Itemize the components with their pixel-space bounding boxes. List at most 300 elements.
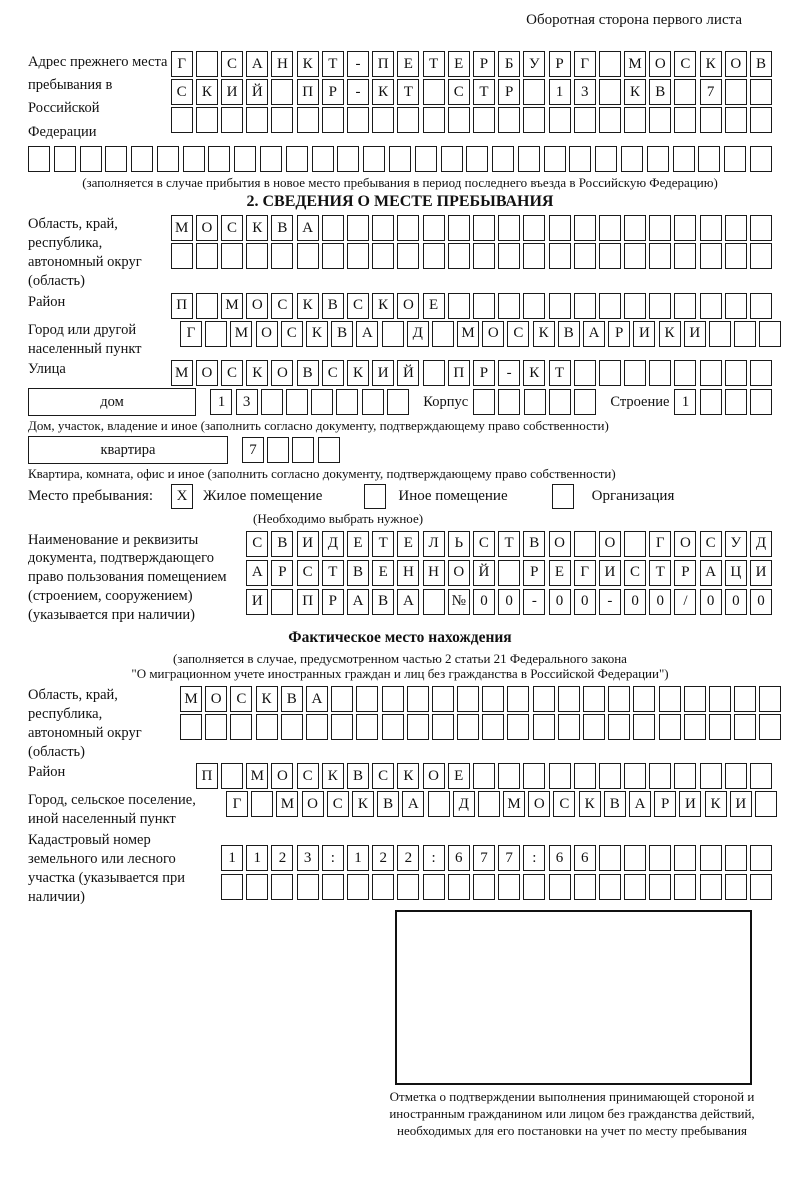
- char-cell: Г: [574, 51, 596, 77]
- char-cell: Т: [649, 560, 671, 586]
- char-cell: [498, 293, 520, 319]
- korpus-group: [423, 389, 596, 415]
- document-rows: [246, 531, 772, 625]
- char-cell: [759, 686, 781, 712]
- char-cell: О: [423, 763, 445, 789]
- char-cell: С: [448, 79, 470, 105]
- char-cell: [382, 686, 404, 712]
- char-cell: С: [553, 791, 575, 817]
- char-row: [171, 215, 772, 241]
- char-cell: [544, 146, 566, 172]
- char-cell: П: [448, 360, 470, 386]
- char-cell: [389, 146, 411, 172]
- char-cell: :: [322, 845, 344, 871]
- char-cell: [549, 874, 571, 900]
- char-cell: 0: [750, 589, 772, 615]
- char-cell: Е: [448, 51, 470, 77]
- char-cell: О: [549, 531, 571, 557]
- char-cell: [205, 321, 227, 347]
- char-cell: [700, 845, 722, 871]
- char-cell: [674, 293, 696, 319]
- char-cell: С: [322, 360, 344, 386]
- char-cell: [624, 107, 646, 133]
- char-cell: Д: [407, 321, 429, 347]
- char-cell: [498, 874, 520, 900]
- char-cell: [523, 107, 545, 133]
- option-residential-label: Жилое помещение: [203, 487, 323, 504]
- char-cell: [725, 293, 747, 319]
- char-cell: [397, 243, 419, 269]
- char-cell: [457, 714, 479, 740]
- section2-title: 2. СВЕДЕНИЯ О МЕСТЕ ПРЕБЫВАНИЯ: [246, 193, 554, 211]
- char-cell: П: [297, 589, 319, 615]
- char-cell: Г: [226, 791, 248, 817]
- char-cell: В: [281, 686, 303, 712]
- char-cell: 6: [574, 845, 596, 871]
- char-cell: /: [674, 589, 696, 615]
- char-cell: [583, 686, 605, 712]
- char-cell: О: [256, 321, 278, 347]
- char-cell: [448, 874, 470, 900]
- stroenie-group: [610, 389, 772, 415]
- char-cell: [183, 146, 205, 172]
- char-cell: [725, 874, 747, 900]
- char-cell: К: [347, 360, 369, 386]
- actual-city-label: Город, сельское поселение, иной населенный пункт: [28, 792, 196, 828]
- char-cell: К: [246, 360, 268, 386]
- char-row: [171, 243, 772, 269]
- char-row: [674, 389, 772, 415]
- char-row: [242, 437, 340, 463]
- char-cell: [533, 714, 555, 740]
- char-cell: [558, 686, 580, 712]
- char-cell: В: [604, 791, 626, 817]
- option-other-premises-label: Иное помещение: [398, 487, 508, 504]
- char-cell: С: [624, 560, 646, 586]
- char-cell: [709, 714, 731, 740]
- street-label: Улица: [28, 361, 66, 378]
- char-cell: [674, 79, 696, 105]
- stamp-caption: Отметка о подтверждении выполнения принимающей стороной и иностранным гражданином или лицом без гражданства действий, необходимых для его постановки на учет по месту пребывания: [389, 1089, 755, 1139]
- char-cell: [297, 243, 319, 269]
- char-cell: И: [599, 560, 621, 586]
- char-cell: [356, 714, 378, 740]
- char-cell: К: [533, 321, 555, 347]
- char-cell: 7: [700, 79, 722, 105]
- char-cell: [608, 686, 630, 712]
- char-row: [171, 107, 772, 133]
- char-cell: [524, 389, 546, 415]
- char-cell: [372, 874, 394, 900]
- char-cell: 2: [271, 845, 293, 871]
- char-cell: С: [297, 560, 319, 586]
- char-row: [221, 874, 772, 900]
- char-cell: Р: [608, 321, 630, 347]
- char-row: [196, 763, 772, 789]
- char-cell: [28, 146, 50, 172]
- korpus-label: Корпус: [423, 393, 469, 410]
- char-cell: С: [347, 293, 369, 319]
- char-row: [28, 146, 772, 172]
- char-cell: К: [322, 763, 344, 789]
- char-cell: [750, 293, 772, 319]
- char-cell: [725, 243, 747, 269]
- char-cell: [297, 874, 319, 900]
- char-cell: [750, 874, 772, 900]
- char-cell: П: [372, 51, 394, 77]
- char-cell: [649, 874, 671, 900]
- char-cell: В: [558, 321, 580, 347]
- char-cell: [260, 146, 282, 172]
- char-cell: [518, 146, 540, 172]
- char-cell: К: [397, 763, 419, 789]
- char-cell: [549, 243, 571, 269]
- actual-location-notes: [28, 651, 772, 682]
- char-cell: [448, 107, 470, 133]
- char-cell: [649, 845, 671, 871]
- char-cell: [432, 686, 454, 712]
- checkbox-residential: X: [171, 484, 193, 509]
- char-cell: [382, 321, 404, 347]
- char-cell: [574, 763, 596, 789]
- char-cell: [709, 321, 731, 347]
- char-cell: С: [171, 79, 193, 105]
- char-cell: [356, 686, 378, 712]
- char-cell: Т: [322, 51, 344, 77]
- char-cell: П: [171, 293, 193, 319]
- char-cell: [171, 243, 193, 269]
- char-cell: :: [423, 845, 445, 871]
- char-cell: [684, 714, 706, 740]
- char-cell: [549, 107, 571, 133]
- char-cell: [574, 293, 596, 319]
- apartment-note: Квартира, комната, офис и иное (заполнить согласно документу, подтверждающему право собственности): [28, 466, 616, 481]
- char-cell: [698, 146, 720, 172]
- char-cell: С: [674, 51, 696, 77]
- char-cell: [292, 437, 314, 463]
- char-cell: [448, 215, 470, 241]
- char-cell: [473, 215, 495, 241]
- char-cell: [624, 874, 646, 900]
- char-cell: Р: [523, 560, 545, 586]
- char-row: [210, 389, 408, 415]
- char-cell: А: [356, 321, 378, 347]
- actual-location-title: Фактическое место нахождения: [288, 628, 512, 646]
- cadastral-block: [28, 831, 772, 906]
- char-cell: [423, 79, 445, 105]
- char-cell: [256, 714, 278, 740]
- char-cell: М: [180, 686, 202, 712]
- char-cell: [54, 146, 76, 172]
- actual-region-rows: [180, 686, 781, 740]
- char-cell: [423, 589, 445, 615]
- char-cell: [624, 531, 646, 557]
- city-block: [28, 321, 772, 359]
- char-cell: С: [221, 51, 243, 77]
- char-cell: [750, 107, 772, 133]
- char-cell: [725, 845, 747, 871]
- char-cell: 0: [725, 589, 747, 615]
- char-cell: [397, 107, 419, 133]
- char-cell: [322, 243, 344, 269]
- char-cell: [448, 243, 470, 269]
- checkbox-organization: [552, 484, 574, 509]
- char-row: [246, 531, 772, 557]
- char-cell: А: [347, 589, 369, 615]
- char-cell: [649, 215, 671, 241]
- char-cell: [750, 243, 772, 269]
- cadastral-rows: [221, 845, 772, 906]
- char-cell: [700, 763, 722, 789]
- char-cell: [498, 243, 520, 269]
- char-cell: [306, 714, 328, 740]
- char-cell: [599, 763, 621, 789]
- char-cell: Й: [246, 79, 268, 105]
- char-cell: И: [372, 360, 394, 386]
- char-cell: А: [246, 51, 268, 77]
- char-cell: [271, 589, 293, 615]
- char-cell: [423, 215, 445, 241]
- char-cell: [633, 686, 655, 712]
- char-cell: [271, 79, 293, 105]
- char-cell: №: [448, 589, 470, 615]
- previous-address-rows: [171, 51, 772, 133]
- char-cell: [473, 293, 495, 319]
- char-cell: С: [297, 763, 319, 789]
- char-row: [171, 79, 772, 105]
- char-cell: 2: [372, 845, 394, 871]
- house-type-box: дом: [28, 388, 196, 416]
- char-cell: [599, 215, 621, 241]
- char-cell: И: [684, 321, 706, 347]
- document-block: [28, 531, 772, 625]
- char-cell: [523, 215, 545, 241]
- char-cell: [734, 686, 756, 712]
- char-row: [180, 686, 781, 712]
- actual-location-note-1: (заполняется в случае, предусмотренном частью 2 статьи 21 Федерального закона: [173, 650, 627, 666]
- char-cell: Е: [549, 560, 571, 586]
- char-cell: [674, 874, 696, 900]
- char-cell: А: [583, 321, 605, 347]
- char-cell: А: [246, 560, 268, 586]
- char-cell: Р: [549, 51, 571, 77]
- char-cell: [286, 146, 308, 172]
- char-cell: [558, 714, 580, 740]
- char-cell: [230, 714, 252, 740]
- char-cell: [599, 107, 621, 133]
- char-cell: [397, 215, 419, 241]
- char-cell: А: [297, 215, 319, 241]
- char-cell: Е: [397, 51, 419, 77]
- char-cell: [157, 146, 179, 172]
- char-cell: [700, 243, 722, 269]
- actual-district-label: Район: [28, 764, 66, 781]
- char-cell: [624, 215, 646, 241]
- char-cell: Й: [473, 560, 495, 586]
- char-cell: П: [297, 79, 319, 105]
- char-cell: В: [372, 589, 394, 615]
- char-cell: [700, 389, 722, 415]
- char-cell: 3: [236, 389, 258, 415]
- char-cell: Т: [423, 51, 445, 77]
- char-cell: [725, 107, 747, 133]
- char-cell: [336, 389, 358, 415]
- char-cell: О: [196, 360, 218, 386]
- char-cell: К: [306, 321, 328, 347]
- char-cell: А: [700, 560, 722, 586]
- char-cell: С: [246, 531, 268, 557]
- region-label: Область, край, республика, автономный округ (область): [28, 216, 142, 289]
- char-cell: 7: [498, 845, 520, 871]
- char-cell: К: [700, 51, 722, 77]
- char-cell: [574, 360, 596, 386]
- char-cell: [271, 107, 293, 133]
- char-cell: Д: [453, 791, 475, 817]
- char-row: [180, 321, 781, 347]
- char-cell: М: [171, 215, 193, 241]
- char-cell: [595, 146, 617, 172]
- char-cell: [624, 360, 646, 386]
- char-row: [473, 389, 596, 415]
- char-cell: [171, 107, 193, 133]
- char-cell: М: [230, 321, 252, 347]
- char-cell: Т: [397, 79, 419, 105]
- char-cell: Г: [649, 531, 671, 557]
- char-cell: Р: [498, 79, 520, 105]
- char-cell: Е: [347, 531, 369, 557]
- char-cell: Е: [397, 531, 419, 557]
- char-cell: [473, 874, 495, 900]
- char-cell: В: [750, 51, 772, 77]
- char-cell: [574, 107, 596, 133]
- char-cell: С: [230, 686, 252, 712]
- char-cell: Р: [271, 560, 293, 586]
- char-cell: И: [221, 79, 243, 105]
- previous-address-note: (заполняется в случае прибытия в новое место пребывания в период последнего въезда в Российскую Федерацию): [82, 174, 718, 190]
- char-cell: [473, 107, 495, 133]
- char-cell: [498, 763, 520, 789]
- char-cell: Л: [423, 531, 445, 557]
- char-cell: 6: [448, 845, 470, 871]
- page-side-note: Оборотная сторона первого листа: [526, 12, 742, 28]
- char-cell: [750, 845, 772, 871]
- actual-region-block: [28, 686, 772, 761]
- char-cell: [267, 437, 289, 463]
- char-cell: [271, 243, 293, 269]
- char-cell: [549, 389, 571, 415]
- char-cell: [624, 243, 646, 269]
- char-cell: [423, 243, 445, 269]
- char-cell: [599, 293, 621, 319]
- char-cell: Р: [322, 589, 344, 615]
- char-cell: 6: [549, 845, 571, 871]
- char-cell: И: [679, 791, 701, 817]
- char-cell: Д: [322, 531, 344, 557]
- char-cell: О: [528, 791, 550, 817]
- char-cell: [523, 874, 545, 900]
- char-cell: [700, 874, 722, 900]
- char-cell: Р: [473, 51, 495, 77]
- char-cell: [759, 714, 781, 740]
- char-cell: [574, 215, 596, 241]
- char-cell: :: [523, 845, 545, 871]
- char-cell: [131, 146, 153, 172]
- char-cell: [507, 686, 529, 712]
- char-cell: О: [302, 791, 324, 817]
- char-cell: [196, 293, 218, 319]
- char-cell: [448, 293, 470, 319]
- char-cell: К: [624, 79, 646, 105]
- char-cell: К: [352, 791, 374, 817]
- char-cell: -: [498, 360, 520, 386]
- char-cell: [482, 714, 504, 740]
- char-cell: [347, 243, 369, 269]
- char-cell: К: [297, 51, 319, 77]
- char-cell: [482, 686, 504, 712]
- char-cell: [649, 107, 671, 133]
- apartment-row: [28, 436, 772, 464]
- char-cell: О: [271, 360, 293, 386]
- char-cell: [372, 243, 394, 269]
- char-cell: [221, 243, 243, 269]
- char-cell: [423, 874, 445, 900]
- char-cell: [709, 686, 731, 712]
- char-cell: [674, 360, 696, 386]
- char-cell: [725, 79, 747, 105]
- char-cell: У: [725, 531, 747, 557]
- char-cell: 3: [574, 79, 596, 105]
- char-cell: [750, 389, 772, 415]
- char-cell: У: [523, 51, 545, 77]
- char-cell: В: [523, 531, 545, 557]
- char-cell: [498, 215, 520, 241]
- char-cell: 0: [549, 589, 571, 615]
- city-label: Город или другой населенный пункт: [28, 321, 142, 357]
- char-cell: [674, 107, 696, 133]
- char-cell: [347, 215, 369, 241]
- char-cell: [221, 107, 243, 133]
- char-cell: [599, 79, 621, 105]
- char-cell: П: [196, 763, 218, 789]
- char-cell: [574, 531, 596, 557]
- char-cell: [583, 714, 605, 740]
- char-cell: [734, 321, 756, 347]
- char-cell: О: [725, 51, 747, 77]
- char-cell: Р: [654, 791, 676, 817]
- char-cell: [750, 79, 772, 105]
- char-cell: 7: [473, 845, 495, 871]
- char-cell: [312, 146, 334, 172]
- char-cell: К: [523, 360, 545, 386]
- char-cell: [725, 389, 747, 415]
- char-cell: М: [221, 293, 243, 319]
- char-cell: Ц: [725, 560, 747, 586]
- char-cell: К: [246, 215, 268, 241]
- char-cell: С: [473, 531, 495, 557]
- char-cell: В: [377, 791, 399, 817]
- char-cell: [322, 874, 344, 900]
- actual-city-block: [28, 791, 772, 829]
- char-cell: 0: [700, 589, 722, 615]
- char-cell: 1: [246, 845, 268, 871]
- stay-place-note: (Необходимо выбрать нужное): [253, 510, 424, 526]
- char-cell: [574, 389, 596, 415]
- char-cell: [423, 107, 445, 133]
- char-cell: [362, 389, 384, 415]
- char-cell: -: [599, 589, 621, 615]
- char-cell: [755, 791, 777, 817]
- char-cell: В: [271, 531, 293, 557]
